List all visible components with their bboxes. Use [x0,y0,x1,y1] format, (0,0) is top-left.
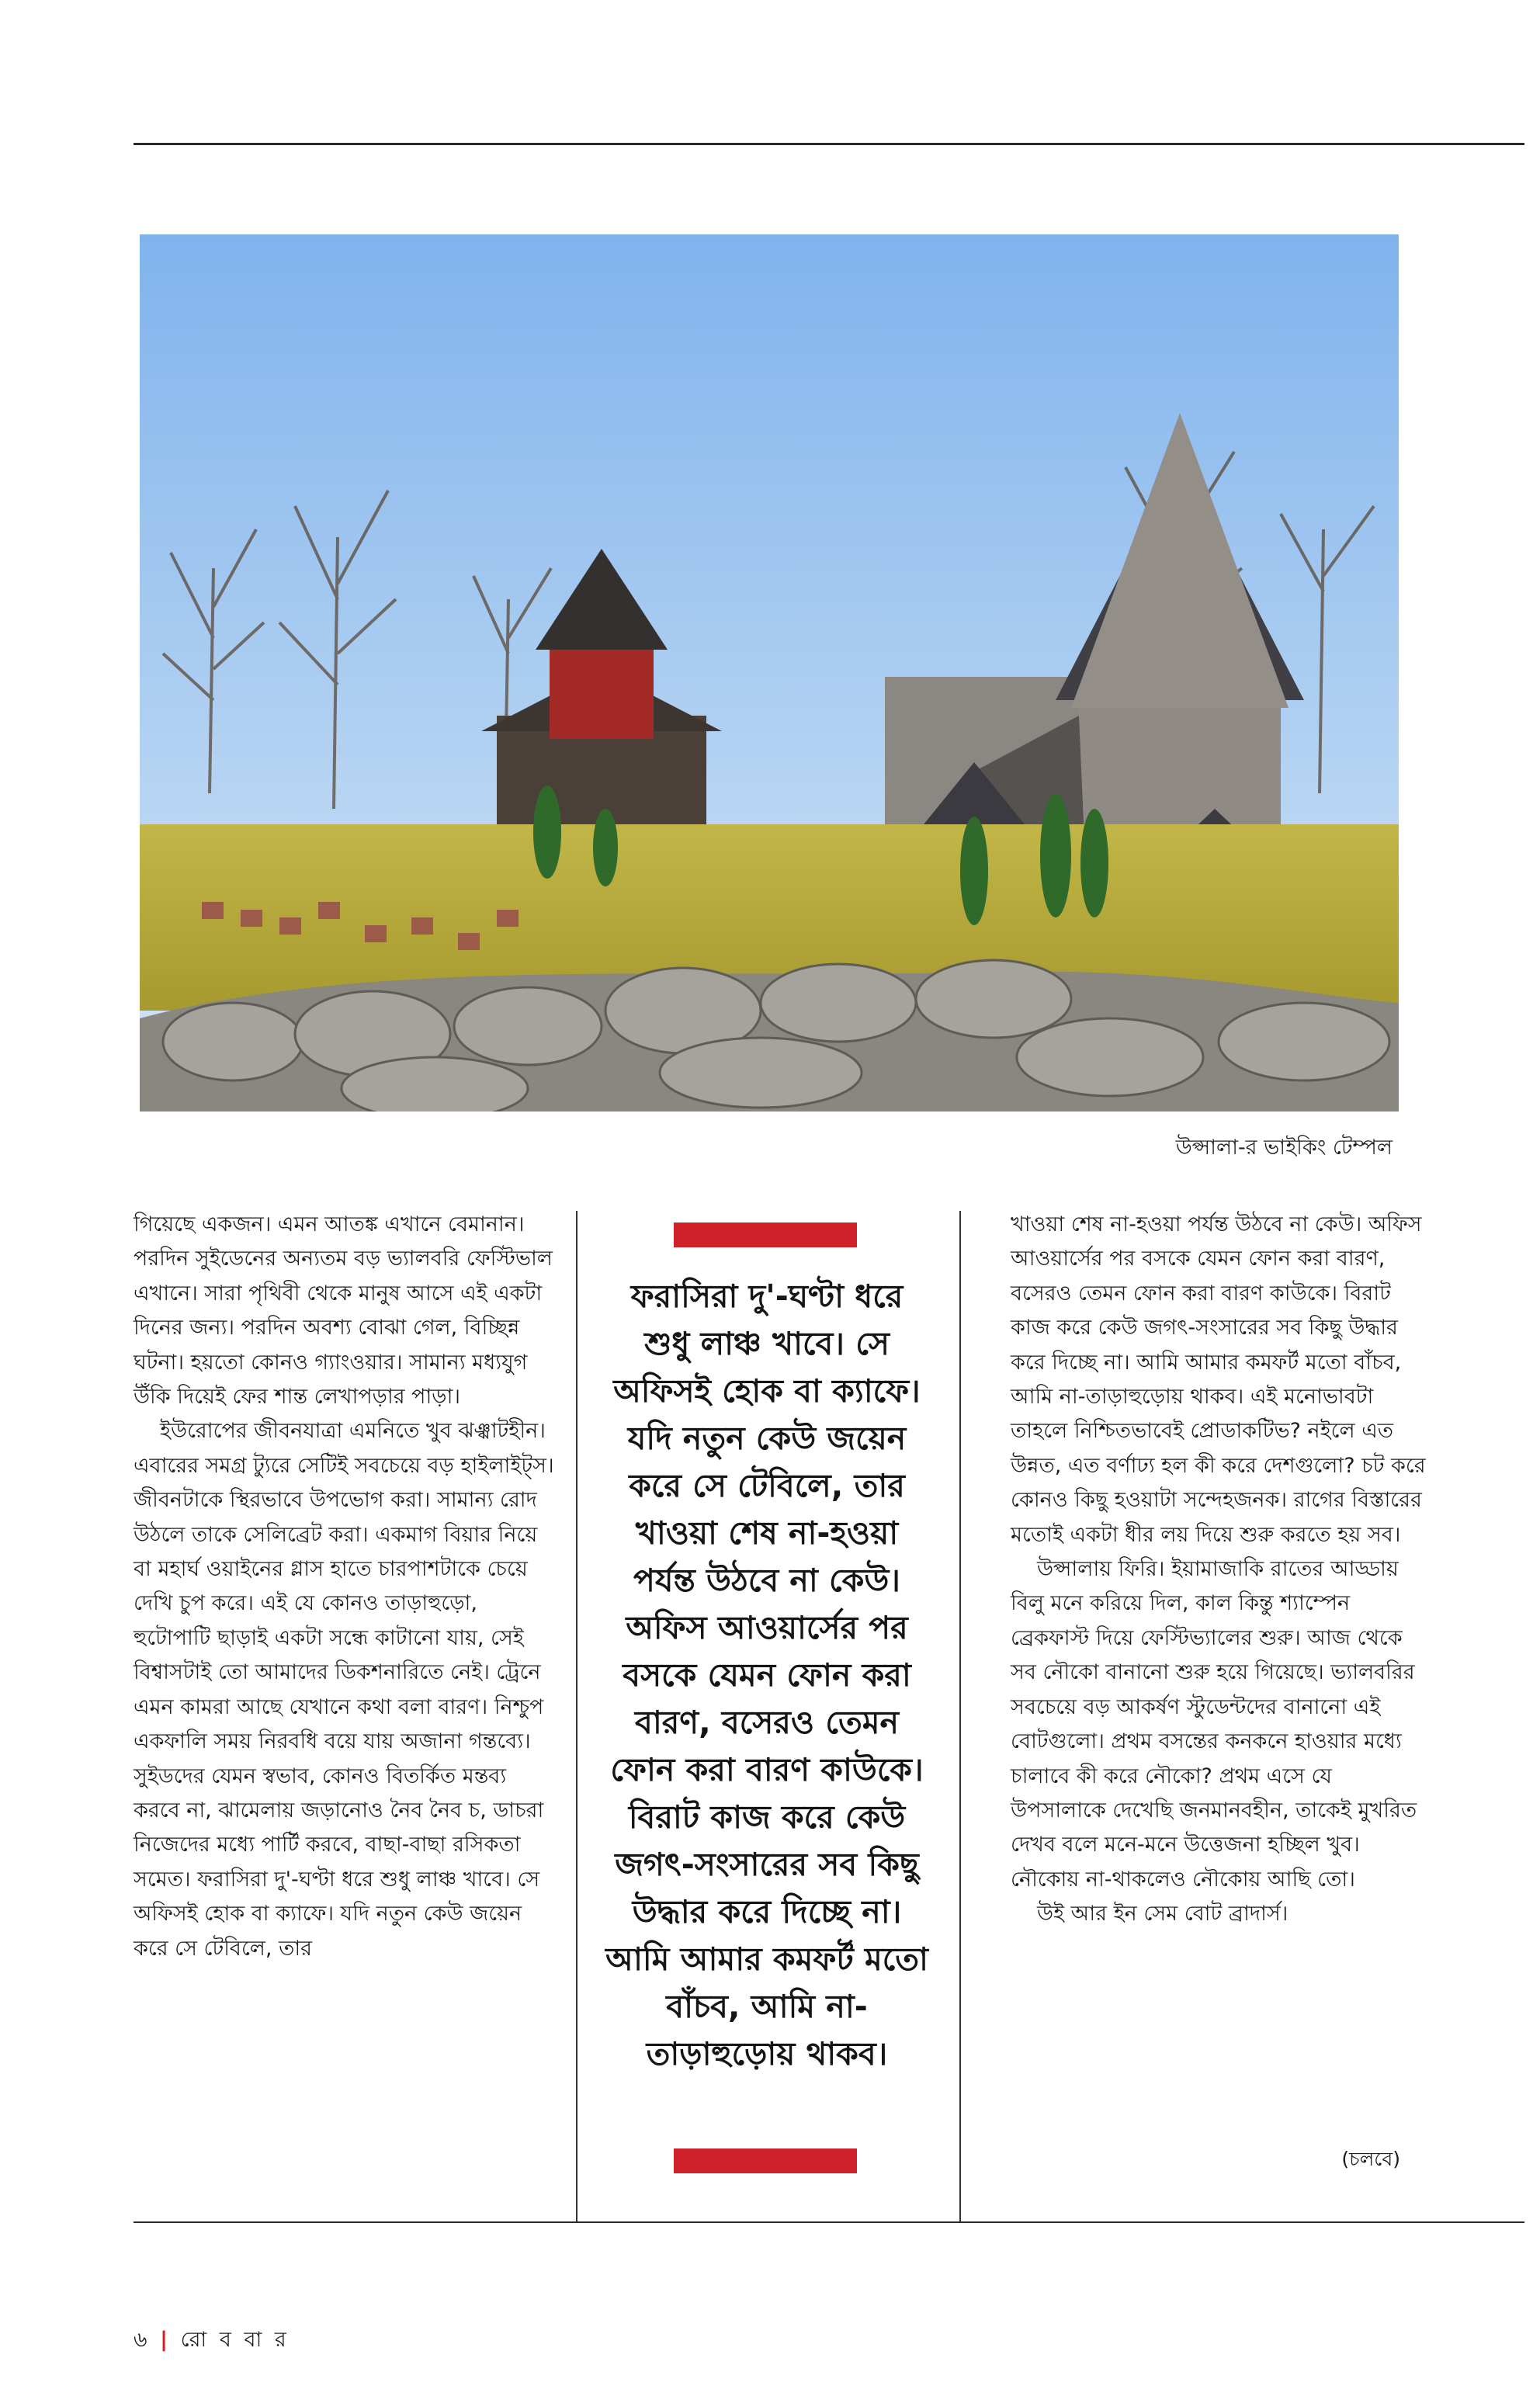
footer-separator: | [160,2328,172,2352]
photo-caption: উপ্সালা-র ভাইকিং টেম্পল [1175,1136,1393,1160]
article-column-right [1011,1208,1430,1932]
publication-name: রো ব বা র [180,2328,290,2352]
column-divider [959,1211,961,2221]
to-be-continued: (চলবে) [1341,2148,1400,2170]
article-column-left [134,1208,559,1966]
page-number: ৬ [134,2328,151,2352]
pull-quote: ফরাসিরা দু'-ঘণ্টা ধরে শুধু লাঞ্চ খাবে। সে অফিসই হোক বা ক্যাফে। যদি নতুন কেউ জয়েন করে সে টেবিলে, তার খাওয়া শেষ না-হওয়া পর্যন্ত উঠবে না কেউ। অফিস আওয়ার্সের পর বসকে যেমন ফোন করা বারণ, বসেরও তেমন ফোন করা বারণ কাউকে। বিরাট কাজ করে কেউ জগৎ-সংসারের সব কিছু উদ্ধার করে দিচ্ছে না। আমি আমার কমফর্ট মতো বাঁচব, আমি না-তাড়াহুড়োয় থাকব। [605,1278,928,2072]
paragraph: গিয়েছে একজন। এমন আতঙ্ক এখানে বেমানান। পরদিন সুইডেনের অন্যতম বড় ভ্যালবরি ফেস্টিভাল এখানে। সারা পৃথিবী থেকে মানুষ আসে এই একটা দিনের জন্য। পরদিন অবশ্য বোঝা গেল, বিচ্ছিন্ন ঘটনা। হয়তো কোনও গ্যাংওয়ার। সামান্য মধ্যযুগ উঁকি দিয়েই ফের শান্ত লেখাপড়ার পাড়া। [134,1212,553,1410]
footer-rule [134,2221,1524,2223]
temple-photo [140,234,1399,1112]
temple-photo-illustration [140,234,1399,1112]
paragraph: উই আর ইন সেম বোট ব্রাদার্স। [1037,1902,1289,1927]
paragraph: ইউরোপের জীবনযাত্রা এমনিতে খুব ঝঞ্ঝাটহীন। এবারের সমগ্র ট্যুরে সেটিই সবচেয়ে বড় হাইলাইট্স। জীবনটাকে স্থিরভাবে উপভোগ করা। সামান্য রোদ উঠলে তাকে সেলিব্রেট করা। একমাগ বিয়ার নিয়ে বা মহার্ঘ ওয়াইনের গ্লাস হাতে চারপাশটাকে চেয়ে দেখি চুপ করে। এই যে কোনও তাড়াহুড়ো, হুটোপাটি ছাড়াই একটা সন্ধে কাটানো যায়, সেই বিশ্বাসটাই তো আমাদের ডিকশনারিতে নেই। ট্রেনে এমন কামরা আছে যেখানে কথা বলা বারণ। নিশ্চুপ একফালি সময় নিরবধি বয়ে যায় অজানা গন্তব্যে। সুইডদের যেমন স্বভাব, কোনও বিতর্কিত মন্তব্য করবে না, ঝামেলায় জড়ানোও নৈব নৈব চ, ডাচরা নিজেদের মধ্যে পার্টি করবে, বাছা-বাছা রসিকতা সমেত। ফরাসিরা দু'-ঘণ্টা ধরে শুধু লাঞ্চ খাবে। সে অফিসই হোক বা ক্যাফে। যদি নতুন কেউ জয়েন করে সে টেবিলে, তার [134,1419,554,1961]
header-rule [134,143,1524,145]
column-divider [576,1211,578,2221]
page-footer [134,2324,290,2359]
pull-quote-bottom-bar [674,2148,857,2173]
paragraph: উপ্সালায় ফিরি। ইয়ামাজাকি রাতের আড্ডায় বিলু মনে করিয়ে দিল, কাল কিন্তু শ্যাম্পেন ব্রেকফাস্ট দিয়ে ফেস্টিভ্যালের শুরু। আজ থেকে সব নৌকো বানানো শুরু হয়ে গিয়েছে। ভ্যালবরির সবচেয়ে বড় আকর্ষণ স্টুডেন্টদের বানানো এই বোটগুলো। প্রথম বসন্তের কনকনে হাওয়ার মধ্যে চালাবে কী করে নৌকো? প্রথম এসে যে উপসালাকে দেখেছি জনমানবহীন, তাকেই মুখরিত দেখব বলে মনে-মনে উত্তেজনা হচ্ছিল খুব। নৌকোয় না-থাকলেও নৌকোয় আছি তো। [1011,1557,1417,1892]
pull-quote-top-bar [674,1223,857,1247]
paragraph: খাওয়া শেষ না-হওয়া পর্যন্ত উঠবে না কেউ। অফিস আওয়ার্সের পর বসকে যেমন ফোন করা বারণ, বসেরও তেমন ফোন করা বারণ কাউকে। বিরাট কাজ করে কেউ জগৎ-সংসারের সব কিছু উদ্ধার করে দিচ্ছে না। আমি আমার কমফর্ট মতো বাঁচব, আমি না-তাড়াহুড়োয় থাকব। এই মনোভাবটা তাহলে নিশ্চিতভাবেই প্রোডাকটিভ? নইলে এত উন্নত, এত বর্ণাঢ্য হল কী করে দেশগুলো? চট করে কোনও কিছু হওয়াটা সন্দেহজনক। রাগের বিস্তারের মতোই একটা ধীর লয় দিয়ে শুরু করতে হয় সব। [1011,1212,1426,1547]
